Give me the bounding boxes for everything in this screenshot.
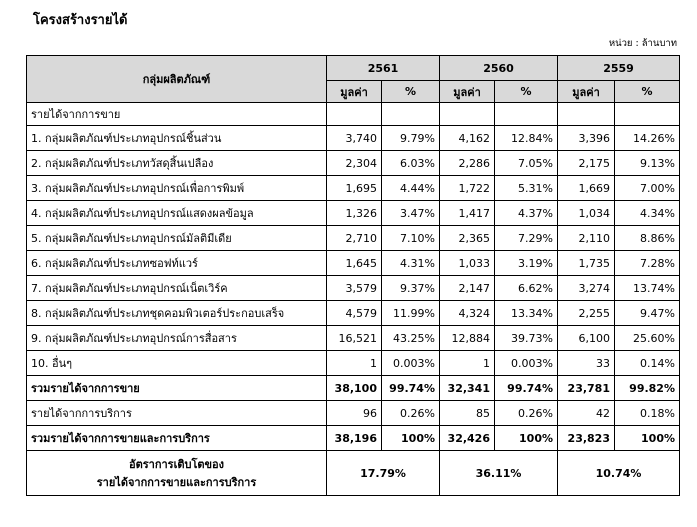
percent-2560: 7.05% (495, 151, 558, 176)
value-2561: 1,695 (327, 176, 382, 201)
percent-2559: 14.26% (615, 126, 680, 151)
percent-2560: 0.26% (495, 401, 558, 426)
value-2561: 2,710 (327, 226, 382, 251)
percent-2559: 7.28% (615, 251, 680, 276)
value-2561: 96 (327, 401, 382, 426)
percent-2561: 9.79% (382, 126, 440, 151)
percent-2560: 6.62% (495, 276, 558, 301)
table-row (27, 151, 680, 176)
percent-2560: 5.31% (495, 176, 558, 201)
percent-2560: 4.37% (495, 201, 558, 226)
value-2561: 1,645 (327, 251, 382, 276)
table-row (27, 226, 680, 251)
value-2560: 1,033 (440, 251, 495, 276)
percent-2561: 11.99% (382, 301, 440, 326)
section-row (27, 103, 680, 126)
percent-2560: 100% (495, 426, 558, 451)
value-2559: 2,110 (558, 226, 615, 251)
growth-label-line2: รายได้จากการขายและการบริการ (96, 476, 257, 489)
growth-2559: 10.74% (558, 451, 680, 496)
table-row (27, 251, 680, 276)
percent-2560: 7.29% (495, 226, 558, 251)
value-2561: 38,100 (327, 376, 382, 401)
revenue-structure-table (26, 55, 680, 496)
value-2560: 1,722 (440, 176, 495, 201)
row-label: 9. กลุ่มผลิตภัณฑ์ประเภทอุปกรณ์การสื่อสาร (27, 326, 327, 351)
value-2559: 1,669 (558, 176, 615, 201)
value-2560: 12,884 (440, 326, 495, 351)
percent-2561: 3.47% (382, 201, 440, 226)
row-label: รวมรายได้จากการขาย (27, 376, 327, 401)
percent-2561: 6.03% (382, 151, 440, 176)
header-percent: % (382, 81, 440, 103)
row-label: 3. กลุ่มผลิตภัณฑ์ประเภทอุปกรณ์เพื่อการพิมพ์ (27, 176, 327, 201)
percent-2560: 39.73% (495, 326, 558, 351)
percent-2559: 0.14% (615, 351, 680, 376)
total-all-row (27, 426, 680, 451)
value-2559: 6,100 (558, 326, 615, 351)
value-2560: 1 (440, 351, 495, 376)
table-row (27, 326, 680, 351)
table-row (27, 201, 680, 226)
value-2559: 33 (558, 351, 615, 376)
value-2560: 4,324 (440, 301, 495, 326)
value-2561: 2,304 (327, 151, 382, 176)
percent-2560: 0.003% (495, 351, 558, 376)
value-2559: 3,274 (558, 276, 615, 301)
value-2560: 2,286 (440, 151, 495, 176)
table-row (27, 301, 680, 326)
header-value: มูลค่า (558, 81, 615, 103)
percent-2559: 25.60% (615, 326, 680, 351)
row-label: 4. กลุ่มผลิตภัณฑ์ประเภทอุปกรณ์แสดงผลข้อมูล (27, 201, 327, 226)
percent-2559: 8.86% (615, 226, 680, 251)
growth-2560: 36.11% (440, 451, 558, 496)
page-title: โครงสร้างรายได้ (33, 13, 128, 28)
value-2559: 42 (558, 401, 615, 426)
percent-2560: 99.74% (495, 376, 558, 401)
value-2560: 32,341 (440, 376, 495, 401)
header-value: มูลค่า (440, 81, 495, 103)
row-label: 10. อื่นๆ (27, 351, 327, 376)
percent-2559: 99.82% (615, 376, 680, 401)
row-label: 7. กลุ่มผลิตภัณฑ์ประเภทอุปกรณ์เน็ตเวิร์ค (27, 276, 327, 301)
percent-2560: 12.84% (495, 126, 558, 151)
value-2561: 3,579 (327, 276, 382, 301)
value-2560: 32,426 (440, 426, 495, 451)
percent-2561: 0.26% (382, 401, 440, 426)
row-label: 5. กลุ่มผลิตภัณฑ์ประเภทอุปกรณ์มัลติมีเดีย (27, 226, 327, 251)
value-2559: 1,735 (558, 251, 615, 276)
percent-2561: 4.31% (382, 251, 440, 276)
table-row (27, 176, 680, 201)
growth-2561: 17.79% (327, 451, 440, 496)
value-2559: 2,255 (558, 301, 615, 326)
growth-row (27, 451, 680, 496)
table-row (27, 126, 680, 151)
value-2561: 16,521 (327, 326, 382, 351)
growth-label-line1: อัตราการเติบโตของ (128, 458, 224, 471)
value-2559: 3,396 (558, 126, 615, 151)
row-label: 2. กลุ่มผลิตภัณฑ์ประเภทวัสดุสิ้นเปลือง (27, 151, 327, 176)
percent-2559: 0.18% (615, 401, 680, 426)
table-row (27, 276, 680, 301)
total-sales-row (27, 376, 680, 401)
row-label: รายได้จากการบริการ (27, 401, 327, 426)
service-row (27, 401, 680, 426)
percent-2559: 9.13% (615, 151, 680, 176)
value-2560: 2,365 (440, 226, 495, 251)
value-2560: 85 (440, 401, 495, 426)
value-2559: 23,781 (558, 376, 615, 401)
header-year-2561: 2561 (327, 56, 440, 81)
row-label: รวมรายได้จากการขายและการบริการ (27, 426, 327, 451)
value-2561: 38,196 (327, 426, 382, 451)
header-percent: % (615, 81, 680, 103)
percent-2561: 9.37% (382, 276, 440, 301)
value-2560: 1,417 (440, 201, 495, 226)
header-year-2560: 2560 (440, 56, 558, 81)
value-2560: 4,162 (440, 126, 495, 151)
value-2561: 1,326 (327, 201, 382, 226)
percent-2559: 9.47% (615, 301, 680, 326)
header-year-2559: 2559 (558, 56, 680, 81)
row-label: 1. กลุ่มผลิตภัณฑ์ประเภทอุปกรณ์ชิ้นส่วน (27, 126, 327, 151)
percent-2561: 7.10% (382, 226, 440, 251)
percent-2559: 4.34% (615, 201, 680, 226)
percent-2561: 43.25% (382, 326, 440, 351)
value-2560: 2,147 (440, 276, 495, 301)
unit-note: หน่วย : ล้านบาท (608, 38, 677, 49)
percent-2559: 7.00% (615, 176, 680, 201)
value-2559: 2,175 (558, 151, 615, 176)
value-2559: 1,034 (558, 201, 615, 226)
header-percent: % (495, 81, 558, 103)
percent-2561: 100% (382, 426, 440, 451)
value-2561: 4,579 (327, 301, 382, 326)
percent-2559: 100% (615, 426, 680, 451)
table-row (27, 351, 680, 376)
row-label: 6. กลุ่มผลิตภัณฑ์ประเภทซอฟท์แวร์ (27, 251, 327, 276)
header-value: มูลค่า (327, 81, 382, 103)
section-label: รายได้จากการขาย (27, 103, 327, 126)
percent-2560: 13.34% (495, 301, 558, 326)
percent-2560: 3.19% (495, 251, 558, 276)
header-product-group: กลุ่มผลิตภัณฑ์ (27, 56, 327, 103)
percent-2561: 0.003% (382, 351, 440, 376)
value-2559: 23,823 (558, 426, 615, 451)
row-label: 8. กลุ่มผลิตภัณฑ์ประเภทชุดคอมพิวเตอร์ประกอบเสร็จ (27, 301, 327, 326)
value-2561: 1 (327, 351, 382, 376)
growth-label (27, 451, 327, 496)
percent-2561: 4.44% (382, 176, 440, 201)
percent-2559: 13.74% (615, 276, 680, 301)
percent-2561: 99.74% (382, 376, 440, 401)
value-2561: 3,740 (327, 126, 382, 151)
